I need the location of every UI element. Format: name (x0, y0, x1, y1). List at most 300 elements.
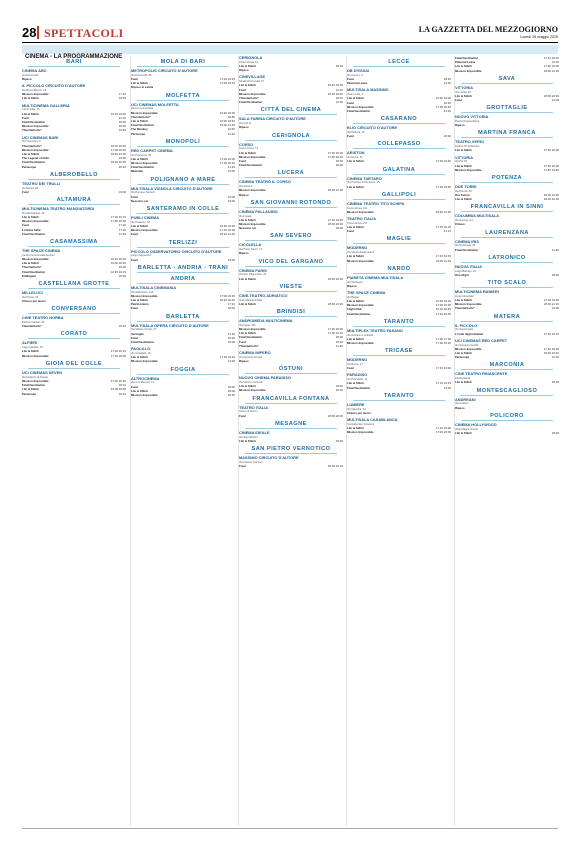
city-name: FRANCAVILLA IN SINNI (470, 204, 544, 211)
city-name: POLICORO (490, 412, 524, 419)
film-row (347, 366, 451, 370)
film-title: Lilo & Stitch (347, 184, 364, 189)
film-times: 16:15 18:45 (435, 307, 451, 312)
city-heading (347, 116, 451, 124)
city-name: VIESTE (279, 283, 303, 290)
venue-name: VITTORIA (455, 84, 474, 90)
film-times: 18:20 20:30 (219, 298, 235, 303)
city-name: ALBEROBELLO (49, 171, 99, 178)
venue-name: MULTICINEMA GALLERIA (22, 102, 70, 108)
film-times: 16:00 18:20 (110, 261, 126, 266)
city-name: TERLIZZI (168, 239, 198, 246)
film-times: 16:45 19:15 (110, 269, 126, 274)
venue-name: CINEVILLAGE (239, 74, 266, 80)
venue-block (22, 182, 126, 194)
film-row (22, 96, 126, 100)
film-title: Mission Impossible (239, 222, 266, 227)
film-times: 17:30 20:30 (327, 327, 343, 332)
film-row (239, 302, 343, 306)
film-row (455, 273, 559, 277)
city-name: MOLA DI BARI (160, 59, 206, 65)
film-row (347, 109, 451, 113)
venue-name: CINEMA PARIS (239, 267, 267, 273)
film-title: Lilo & Stitch (131, 388, 148, 393)
film-title: Mission Impossible (455, 302, 482, 307)
film-times: 21:10 (118, 115, 126, 120)
venue-block (131, 103, 235, 136)
venue-name: MULTISALA CINEMANIA (131, 284, 177, 290)
film-times: 18:00 (118, 96, 126, 101)
film-times: 21:30 (227, 165, 235, 170)
venue-block (347, 217, 451, 233)
film-times: 19:00 (227, 194, 235, 199)
film-times: 16:30 20:00 (219, 110, 235, 115)
venue-address: Via Sardegna (347, 280, 363, 284)
film-times: 21:30 (118, 231, 126, 236)
film-row (455, 148, 559, 152)
film-times: 19:30 (118, 265, 126, 270)
film-title: Lilo & Stitch (22, 111, 39, 116)
film-title: Mission Impossible (455, 68, 482, 73)
venue-block (347, 69, 451, 85)
city-underline (245, 177, 337, 178)
venue-block (131, 347, 235, 363)
film-title: Mission Impossible (22, 147, 49, 152)
city-name: TRICASE (384, 348, 414, 355)
city-underline (353, 243, 445, 244)
film-title: Paternal Leave (455, 60, 476, 65)
film-times: 17:15 20:30 (219, 228, 235, 233)
venue-name: TEATRO DEI TRULLI (22, 180, 61, 186)
film-times: 17:45 19:45 (543, 167, 559, 172)
film-title: Lilo & Stitch (455, 93, 472, 98)
venue-name: CINEMA IDEALE (239, 429, 270, 435)
film-title: Lilo & Stitch (131, 81, 148, 86)
film-title: The Legend of Ochi (22, 156, 49, 161)
film-row (455, 168, 559, 172)
city-underline (137, 146, 229, 147)
film-row (455, 332, 559, 336)
venue-address: Strada Provinciale 73 (239, 80, 264, 84)
film-row (131, 199, 235, 203)
film-times: 17:45 20:00 (110, 353, 126, 358)
film-times: 19:00 (227, 198, 235, 203)
category-strip-title: CINEMA - LA PROGRAMMAZIONE (25, 54, 123, 60)
listing-column (346, 56, 451, 826)
film-title: Chiuso per lavori (347, 410, 371, 415)
city-heading (455, 388, 559, 396)
film-title: Lilo & Stitch (239, 150, 256, 155)
venue-address: Via Roma, 27 (347, 363, 363, 367)
city-name: TARANTO (383, 318, 415, 325)
film-row (347, 159, 451, 163)
city-heading (455, 314, 559, 322)
venue-name: ANDROMEDA MULTICINEMA (239, 318, 293, 324)
film-times: 20:30 (227, 335, 235, 340)
venue-address: Via Vittorio Continelli (239, 381, 263, 385)
venue-block (131, 149, 235, 174)
venue-address: Corso Roma, 41 (239, 60, 258, 64)
city-name: COLLEPASSO (377, 141, 421, 148)
film-title: Final Destination (131, 165, 155, 170)
city-underline (245, 428, 337, 429)
city-underline (28, 368, 120, 369)
film-title: Lilo & Stitch (22, 261, 39, 266)
venue-block (239, 143, 343, 168)
listing-column (238, 56, 343, 826)
film-title: L'isola degli idealisti (455, 331, 484, 336)
city-name: GALATINA (382, 166, 416, 173)
film-row (239, 359, 343, 363)
city-heading (455, 280, 559, 288)
film-times: 19:00 (227, 340, 235, 345)
film-title: Ripeso (239, 68, 249, 73)
venue-address: Via Pio XII (455, 160, 468, 164)
city-underline (461, 237, 553, 238)
film-title: Mission Impossible (347, 341, 374, 346)
film-times: 17:00 19:30 (543, 298, 559, 303)
film-times: 18:10 20:30 (110, 143, 126, 148)
city-name: ALTAMURA (56, 197, 92, 204)
venue-block (455, 372, 559, 384)
film-title: Fuori (239, 87, 247, 92)
city-underline (353, 326, 445, 327)
film-times: 21:00 (551, 306, 559, 311)
film-times: 22:45 (227, 127, 235, 132)
page-number-divider (37, 26, 39, 39)
film-title: Lilo & Stitch (347, 336, 364, 341)
film-row (239, 68, 343, 72)
film-times: 19:00 (227, 384, 235, 389)
venue-name: MULTICINEMA RANIERI (455, 289, 499, 295)
film-title: Mission Impossible (347, 104, 374, 109)
film-title: Mission Impossible (239, 327, 266, 332)
film-times: 17:30 20:45 (435, 104, 451, 109)
venue-address: Via Roma, 31 (347, 156, 363, 160)
venue-name: MASSIMO CIRCUITO D'AUTORE (239, 455, 299, 461)
film-row (131, 258, 235, 262)
venue-block (22, 249, 126, 278)
venue-address: Corso Roma, 74 (239, 147, 258, 151)
city-underline (137, 283, 229, 284)
city-underline (245, 240, 337, 241)
film-times: 16:30 19:30 (219, 224, 235, 229)
venue-block (455, 140, 559, 152)
film-title: Ripeso (239, 192, 249, 197)
venue-name: MULTISALA VIGNOLA CIRCUITO D'AUTORE (131, 185, 213, 191)
film-row (22, 392, 126, 396)
city-name: LAURENZANA (485, 229, 529, 236)
venue-name: PAOLILLO (131, 346, 151, 352)
header-rule (22, 42, 558, 43)
city-name: BARLETTA (166, 313, 200, 320)
film-title: Lilo & Stitch (455, 64, 472, 69)
film-times: 17:30 19:30 (435, 184, 451, 189)
city-name: MESAGNE (275, 420, 307, 427)
film-times: 17:30 20:00 (327, 150, 343, 155)
venue-block (239, 406, 343, 418)
film-times: 21:00 (227, 359, 235, 364)
film-title: Thunderbolts* (455, 306, 475, 311)
film-times: 19:00 (118, 128, 126, 133)
film-row (347, 259, 451, 263)
film-title: Lilo & Stitch (239, 438, 256, 443)
venue-address: Via Valentini, 10 (347, 407, 366, 411)
city-heading (347, 266, 451, 274)
film-row (455, 406, 559, 410)
venue-address: Via Mercadante, 46 (22, 211, 45, 215)
film-times: 18:00 20:30 (543, 197, 559, 202)
venue-name: CINEMA TEATRO IL CORSO (239, 179, 291, 185)
film-title: Lilo & Stitch (455, 351, 472, 356)
venue-block (455, 240, 559, 252)
venue-block (131, 250, 235, 262)
city-heading (455, 230, 559, 238)
film-times: 16:00 18:30 (110, 387, 126, 392)
venue-name: ALFIERI (22, 340, 38, 346)
film-title: Partenope (22, 391, 37, 396)
venue-name: CINEMA TARTARO (347, 175, 382, 181)
city-name: MARTINA FRANCA (478, 130, 536, 137)
film-title: Ripeso (239, 251, 249, 256)
venue-block (455, 398, 559, 410)
city-heading (239, 366, 343, 374)
venue-name: VITTORIA (455, 154, 474, 160)
venue-address: Corso Roma, 141 (347, 206, 368, 210)
film-row (22, 232, 126, 236)
venue-block (455, 324, 559, 336)
city-underline (137, 66, 229, 67)
film-title: Fuori (239, 339, 247, 344)
venue-address: Via Birago (347, 295, 359, 299)
venue-address: Via Cassano, 52 (131, 220, 150, 224)
film-title: Fuori (22, 189, 30, 194)
city-heading (131, 59, 235, 67)
city-underline (245, 291, 337, 292)
film-times: 18:50 (118, 156, 126, 161)
venue-block (347, 246, 451, 262)
film-row (131, 85, 235, 89)
venue-name: TEATRO VERDI (455, 139, 484, 145)
film-title: Partenope (455, 355, 470, 360)
venue-block (239, 243, 343, 255)
venue-address: Via Antonio Gramsci (239, 460, 263, 464)
venue-address: Via Giovanni Lombardi (347, 333, 374, 337)
film-row (239, 414, 343, 418)
city-underline (245, 114, 337, 115)
film-row (347, 430, 451, 434)
venue-block (455, 290, 559, 311)
city-name: FRANCAVILLA FONTANA (252, 395, 330, 402)
film-title: Final Destination (239, 335, 263, 340)
venue-address: Via Vittorio Veneto, 67 (131, 328, 157, 332)
film-row (239, 344, 343, 348)
venue-block (455, 339, 559, 360)
film-times: 20:30 (335, 388, 343, 393)
venue-name: CINE-TEATRO ADRIATICO (239, 292, 288, 298)
film-row (347, 312, 451, 316)
city-underline (28, 204, 120, 205)
city-heading (347, 393, 451, 401)
city-name: MARCONIA (489, 362, 525, 369)
film-times: 18:50 (227, 114, 235, 119)
city-heading (239, 421, 343, 429)
city-underline (137, 100, 229, 101)
film-title: Lilo & Stitch (347, 159, 364, 164)
film-title: Fuori (239, 413, 247, 418)
venue-address: Via Bruno Buozzi, 26 (22, 89, 47, 92)
city-heading (239, 284, 343, 292)
film-title: Mission Impossible (131, 161, 158, 166)
film-title: Lilo & Stitch (455, 163, 472, 168)
city-heading (239, 233, 343, 241)
city-heading (131, 367, 235, 375)
film-times: 21:00 (551, 60, 559, 65)
film-title: Mission Impossible (131, 110, 158, 115)
venue-block (347, 276, 451, 288)
film-title: Final Destination (347, 311, 371, 316)
film-times: 18:00 20:30 (543, 93, 559, 98)
film-times: 18:00 20:00 (327, 276, 343, 281)
film-times: 18:00 (118, 120, 126, 125)
venue-block (347, 151, 451, 163)
city-heading (455, 130, 559, 138)
film-times: 17:00 19:00 (543, 64, 559, 69)
film-title: Lilo & Stitch (455, 430, 472, 435)
venue-block (347, 126, 451, 138)
film-row (455, 306, 559, 310)
venue-block (239, 56, 343, 72)
venue-name: PUBLI CINEMA (131, 215, 160, 221)
film-title: Mission Impossible (131, 228, 158, 233)
film-title: Final Destination (455, 56, 479, 60)
venue-name: CINEMA IRIS (455, 238, 479, 244)
city-heading (455, 175, 559, 183)
venue-block (131, 69, 235, 90)
film-title: Lilo & Stitch (239, 384, 256, 389)
masthead-title: LA GAZZETTA DEL MEZZOGIORNO (418, 25, 558, 34)
film-times: 17:15 19:30 (435, 366, 451, 371)
film-title: Mission Impossible (131, 293, 158, 298)
venue-address: Via Pompeo Sarnelli (131, 191, 155, 195)
city-heading (131, 177, 235, 185)
film-title: Lilo & Stitch (347, 299, 364, 304)
city-heading (131, 265, 235, 273)
venue-name: METROPOLIS CIRCUITO D'AUTORE (131, 68, 198, 73)
venue-block (22, 371, 126, 396)
film-times: 21:40 (227, 131, 235, 136)
film-title: Final Destination (347, 109, 371, 114)
film-title: Ripeso (347, 283, 357, 288)
film-times: 17:00 20:00 (543, 163, 559, 168)
venue-name: CINEMA HOLLYWOOD (455, 421, 497, 427)
film-times: 21:15 (443, 229, 451, 234)
venue-name: MULTISALA CASABLANCA (347, 417, 398, 423)
film-times: 17:30 20:30 (110, 219, 126, 224)
film-row (239, 388, 343, 392)
venue-name: MILLELUCI (22, 290, 43, 296)
city-heading (455, 105, 559, 113)
film-times: 17:00 20:45 (219, 293, 235, 298)
city-name: CASTELLANA GROTTE (38, 281, 110, 288)
venue-name: ELIO CIRCUITO D'AUTORE (347, 125, 398, 131)
film-times: 17:30 20:30 (435, 341, 451, 346)
film-title: Chiuso (455, 222, 465, 227)
venue-name: NUOVO VITTORIA (455, 114, 489, 120)
venue-block (239, 431, 343, 443)
film-row (347, 229, 451, 233)
venue-address: Piazza XX Settembre (455, 145, 480, 149)
venue-name: PARADISO (347, 372, 368, 378)
film-title: Mission Impossible (455, 346, 482, 351)
city-heading (131, 240, 235, 248)
venue-name: UCI CINEMAS MOLFETTA (131, 101, 179, 107)
city-heading (239, 259, 343, 267)
venue-block (455, 115, 559, 127)
film-title: Lilo & Stitch (22, 387, 39, 392)
venue-name: NUOVO CINEMA PARADISO (239, 375, 291, 381)
city-underline (461, 211, 553, 212)
venue-name: CERIGNOLA (239, 56, 263, 60)
venue-name: UCI CINEMAS SEVEN (22, 369, 62, 375)
venue-block (455, 56, 559, 73)
film-title: Ora Futuro (455, 193, 470, 198)
city-heading (347, 236, 451, 244)
city-heading (22, 172, 126, 180)
city-name: VICO DEL GARGANO (258, 258, 324, 265)
venue-name: DB D'ESSAI (347, 68, 370, 73)
city-underline (353, 273, 445, 274)
venue-name: ALTROCINEMA (131, 375, 160, 381)
film-title: Thunderbolts* (22, 143, 42, 148)
city-name: CASAMASSIMA (50, 239, 98, 246)
city-underline (28, 338, 120, 339)
venue-address: Via Giovanni Gentile (455, 343, 479, 347)
venue-name: PIANETA CINEMA MULTISALA (347, 274, 404, 280)
city-underline (461, 137, 553, 138)
film-row (22, 274, 126, 278)
city-name: CERIGNOLA (271, 132, 311, 139)
film-row (347, 185, 451, 189)
venue-address: Via Europa, snc (455, 219, 474, 223)
film-title: Final Destination (22, 231, 46, 236)
city-heading (347, 141, 451, 149)
venue-address: Via Appia, 161 (239, 323, 256, 327)
film-title: Fuori (239, 464, 247, 469)
film-times: 18:30 21:00 (327, 301, 343, 306)
venue-name: PICCOLO OSSERVATORIO CIRCUITO D'AUTORE (131, 248, 222, 254)
film-title: Nessuno sei (239, 226, 257, 231)
city-name: LUCERA (277, 170, 305, 177)
film-row (131, 132, 235, 136)
film-times: 21:40 (335, 87, 343, 92)
venue-name: LUMIERE (347, 401, 365, 407)
film-title: Paternal Leave (347, 81, 368, 86)
city-underline (28, 288, 120, 289)
city-name: TITO SCALO (487, 280, 527, 287)
film-row (455, 69, 559, 73)
film-title: Nessuno sei (131, 198, 149, 203)
film-title: Lilo & Stitch (131, 119, 148, 124)
film-times: 17:30 20:15 (110, 349, 126, 354)
venue-address: Via Federico di Svevia (22, 375, 48, 379)
city-heading (455, 413, 559, 421)
film-title: Thunderbolts* (239, 96, 259, 101)
film-title: Thunderbolts* (22, 265, 42, 270)
film-times: 18:00 21:30 (543, 193, 559, 198)
film-title: Mission Impossible (22, 353, 49, 358)
city-heading (131, 139, 235, 147)
